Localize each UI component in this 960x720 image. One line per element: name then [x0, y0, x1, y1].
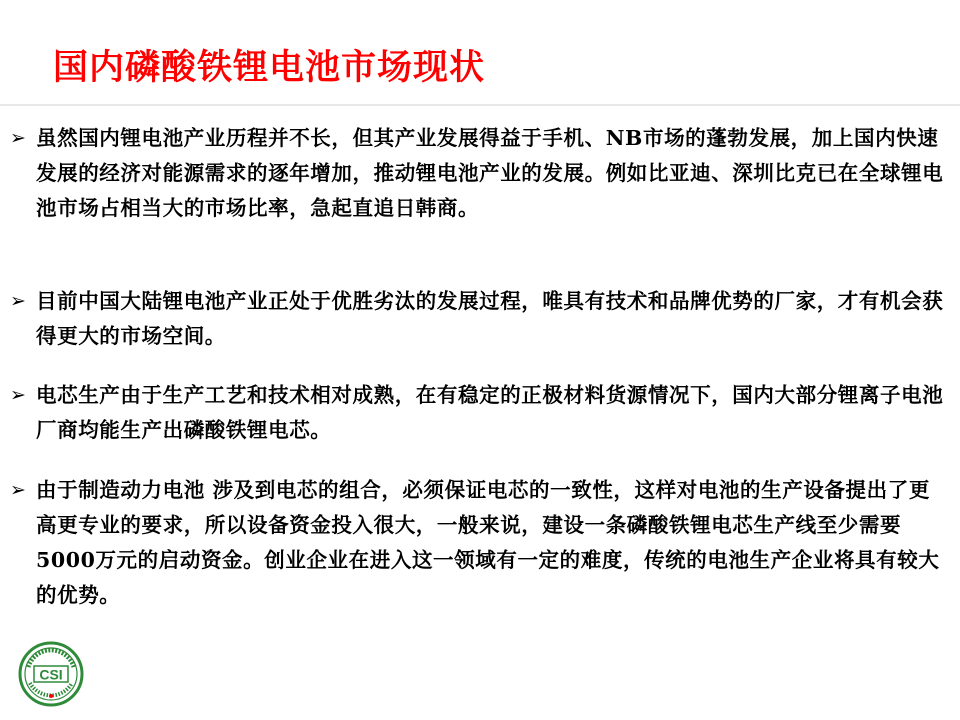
- bullet-text: 目前中国大陆锂电池产业正处于优胜劣汰的发展过程，唯具有技术和品牌优势的厂家，才有机会获得更大的市场空间。: [36, 289, 944, 348]
- bullet-item: [10, 473, 945, 613]
- slide-title: 国内磷酸铁锂电池市场现状: [53, 47, 486, 88]
- bullet-item: [10, 121, 945, 226]
- logo-text: CSI: [39, 666, 63, 683]
- bullet-arrow-icon: ➢: [10, 290, 26, 312]
- bullet-item: [10, 284, 945, 354]
- bullet-text: 由于制造动力电池 涉及到电芯的组合，必须保证电芯的一致性，这样对电池的生产设备提出了更高更专业的要求，所以设备资金投入很大，一般来说，建设一条磷酸铁锂电芯生产线至少需要5000万元的启动资金。创业企业在进入这一领域有一定的难度，传统的电池生产企业将具有较大的优势。: [36, 478, 940, 607]
- bullet-text: 虽然国内锂电池产业历程并不长，但其产业发展得益于手机、NB市场的蓬勃发展，加上国内快速发展的经济对能源需求的逐年增加，推动锂电池产业的发展。例如比亚迪、深圳比克已在全球锂电池市场占相当大的市场比率，急起直追日韩商。: [36, 126, 944, 220]
- logo-emblem: [18, 641, 84, 707]
- gsi-logo-icon: [18, 641, 84, 707]
- bullet-arrow-icon: ➢: [10, 479, 26, 501]
- bullet-arrow-icon: ➢: [10, 384, 26, 406]
- bullet-arrow-icon: ➢: [10, 127, 26, 149]
- bullet-item: [10, 378, 945, 448]
- title-divider: [0, 104, 960, 106]
- bullet-text: 电芯生产由于生产工艺和技术相对成熟，在有稳定的正极材料货源情况下，国内大部分锂离子电池厂商均能生产出磷酸铁锂电芯。: [36, 383, 944, 442]
